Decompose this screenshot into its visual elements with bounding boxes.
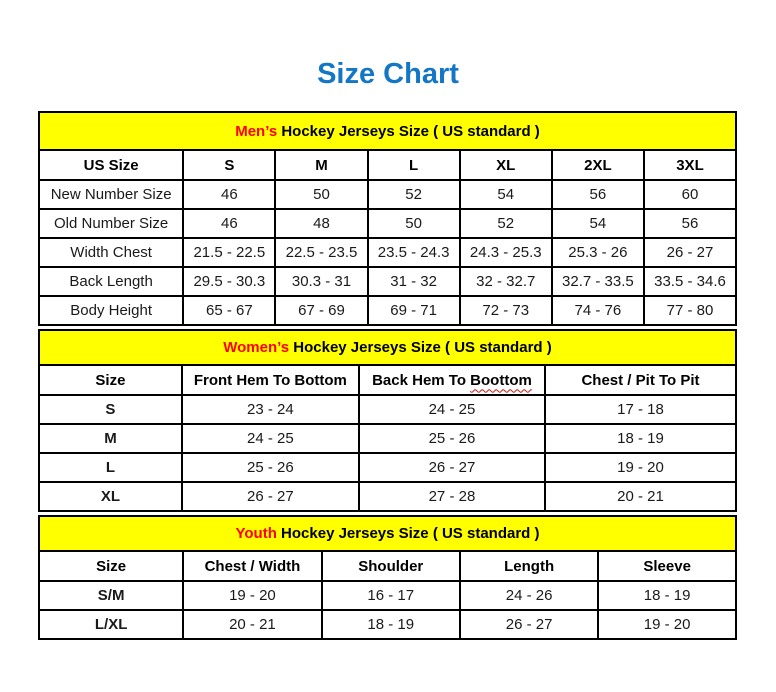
value-cell: 24.3 - 25.3 bbox=[460, 238, 552, 267]
womens-banner-highlight: Women’s bbox=[223, 339, 290, 356]
table-row-womens-m bbox=[39, 424, 736, 453]
column-header-size: Size bbox=[39, 365, 182, 395]
womens-size-table bbox=[38, 329, 737, 512]
column-header-shoulder: Shoulder bbox=[322, 551, 460, 581]
value-cell: 33.5 - 34.6 bbox=[644, 267, 736, 296]
value-cell: 30.3 - 31 bbox=[275, 267, 367, 296]
mens-section-banner bbox=[39, 112, 736, 150]
value-cell: 21.5 - 22.5 bbox=[183, 238, 275, 267]
row-label: Old Number Size bbox=[39, 209, 183, 238]
value-cell: 77 - 80 bbox=[644, 296, 736, 325]
value-cell: 50 bbox=[275, 180, 367, 209]
value-cell: 32.7 - 33.5 bbox=[552, 267, 644, 296]
value-cell: 29.5 - 30.3 bbox=[183, 267, 275, 296]
column-header-m: M bbox=[275, 150, 367, 180]
mens-header-row bbox=[39, 150, 736, 180]
table-row-back-length bbox=[39, 267, 736, 296]
table-row-womens-xl bbox=[39, 482, 736, 511]
value-cell: 26 - 27 bbox=[460, 610, 598, 639]
size-chart-tables bbox=[38, 111, 737, 640]
column-header-2xl: 2XL bbox=[552, 150, 644, 180]
column-header-us-size: US Size bbox=[39, 150, 183, 180]
womens-banner-row bbox=[39, 330, 736, 365]
value-cell: 18 - 19 bbox=[598, 581, 736, 610]
row-label: New Number Size bbox=[39, 180, 183, 209]
value-cell: 24 - 26 bbox=[460, 581, 598, 610]
value-cell: 27 - 28 bbox=[359, 482, 545, 511]
value-cell: 26 - 27 bbox=[359, 453, 545, 482]
youth-banner-highlight: Youth bbox=[235, 525, 277, 542]
row-label: Body Height bbox=[39, 296, 183, 325]
column-header-chest-width: Chest / Width bbox=[183, 551, 321, 581]
column-header-size: Size bbox=[39, 551, 183, 581]
row-label: Back Length bbox=[39, 267, 183, 296]
value-cell: 56 bbox=[644, 209, 736, 238]
value-cell: 67 - 69 bbox=[275, 296, 367, 325]
value-cell: 52 bbox=[368, 180, 460, 209]
mens-banner-highlight: Men’s bbox=[235, 122, 278, 140]
table-row-width-chest bbox=[39, 238, 736, 267]
value-cell: 54 bbox=[552, 209, 644, 238]
value-cell: 22.5 - 23.5 bbox=[275, 238, 367, 267]
value-cell: 69 - 71 bbox=[368, 296, 460, 325]
column-header-s: S bbox=[183, 150, 275, 180]
value-cell: 31 - 32 bbox=[368, 267, 460, 296]
value-cell: 19 - 20 bbox=[545, 453, 736, 482]
value-cell: 56 bbox=[552, 180, 644, 209]
value-cell: 18 - 19 bbox=[545, 424, 736, 453]
value-cell: 32 - 32.7 bbox=[460, 267, 552, 296]
value-cell: 20 - 21 bbox=[545, 482, 736, 511]
row-label: XL bbox=[39, 482, 182, 511]
row-label: S bbox=[39, 395, 182, 424]
value-cell: 25 - 26 bbox=[359, 424, 545, 453]
value-cell: 74 - 76 bbox=[552, 296, 644, 325]
value-cell: 20 - 21 bbox=[183, 610, 321, 639]
table-row-youth-sm bbox=[39, 581, 736, 610]
value-cell: 23 - 24 bbox=[182, 395, 359, 424]
column-header-l: L bbox=[368, 150, 460, 180]
womens-section-banner bbox=[39, 330, 736, 365]
row-label: M bbox=[39, 424, 182, 453]
column-header-length: Length bbox=[460, 551, 598, 581]
value-cell: 60 bbox=[644, 180, 736, 209]
row-label: S/M bbox=[39, 581, 183, 610]
table-row-youth-lxl bbox=[39, 610, 736, 639]
value-cell: 16 - 17 bbox=[322, 581, 460, 610]
value-cell: 52 bbox=[460, 209, 552, 238]
value-cell: 25 - 26 bbox=[182, 453, 359, 482]
back-hem-misspelled-word: Boottom bbox=[470, 371, 532, 389]
mens-size-table bbox=[38, 111, 737, 326]
table-row-womens-s bbox=[39, 395, 736, 424]
back-hem-label: Back Hem To bbox=[372, 371, 471, 389]
mens-banner-row bbox=[39, 112, 736, 150]
column-header-3xl: 3XL bbox=[644, 150, 736, 180]
column-header-xl: XL bbox=[460, 150, 552, 180]
column-header-back-hem bbox=[359, 365, 545, 395]
value-cell: 17 - 18 bbox=[545, 395, 736, 424]
value-cell: 19 - 20 bbox=[598, 610, 736, 639]
column-header-sleeve: Sleeve bbox=[598, 551, 736, 581]
value-cell: 25.3 - 26 bbox=[552, 238, 644, 267]
value-cell: 23.5 - 24.3 bbox=[368, 238, 460, 267]
mens-banner-text: Hockey Jerseys Size ( US standard ) bbox=[277, 122, 540, 140]
value-cell: 48 bbox=[275, 209, 367, 238]
youth-banner-row bbox=[39, 516, 736, 551]
value-cell: 26 - 27 bbox=[644, 238, 736, 267]
table-row-body-height bbox=[39, 296, 736, 325]
column-header-chest-pit: Chest / Pit To Pit bbox=[545, 365, 736, 395]
youth-size-table bbox=[38, 515, 737, 640]
value-cell: 50 bbox=[368, 209, 460, 238]
value-cell: 46 bbox=[183, 209, 275, 238]
row-label: L/XL bbox=[39, 610, 183, 639]
row-label: Width Chest bbox=[39, 238, 183, 267]
value-cell: 24 - 25 bbox=[359, 395, 545, 424]
womens-header-row bbox=[39, 365, 736, 395]
value-cell: 24 - 25 bbox=[182, 424, 359, 453]
value-cell: 54 bbox=[460, 180, 552, 209]
value-cell: 26 - 27 bbox=[182, 482, 359, 511]
youth-section-banner bbox=[39, 516, 736, 551]
value-cell: 18 - 19 bbox=[322, 610, 460, 639]
value-cell: 72 - 73 bbox=[460, 296, 552, 325]
table-row-new-number-size bbox=[39, 180, 736, 209]
row-label: L bbox=[39, 453, 182, 482]
page-title: Size Chart bbox=[317, 58, 459, 90]
table-row-womens-l bbox=[39, 453, 736, 482]
value-cell: 65 - 67 bbox=[183, 296, 275, 325]
youth-banner-text: Hockey Jerseys Size ( US standard ) bbox=[276, 525, 540, 542]
value-cell: 19 - 20 bbox=[183, 581, 321, 610]
womens-banner-text: Hockey Jerseys Size ( US standard ) bbox=[289, 339, 552, 356]
table-row-old-number-size bbox=[39, 209, 736, 238]
youth-header-row bbox=[39, 551, 736, 581]
value-cell: 46 bbox=[183, 180, 275, 209]
column-header-front-hem: Front Hem To Bottom bbox=[182, 365, 359, 395]
